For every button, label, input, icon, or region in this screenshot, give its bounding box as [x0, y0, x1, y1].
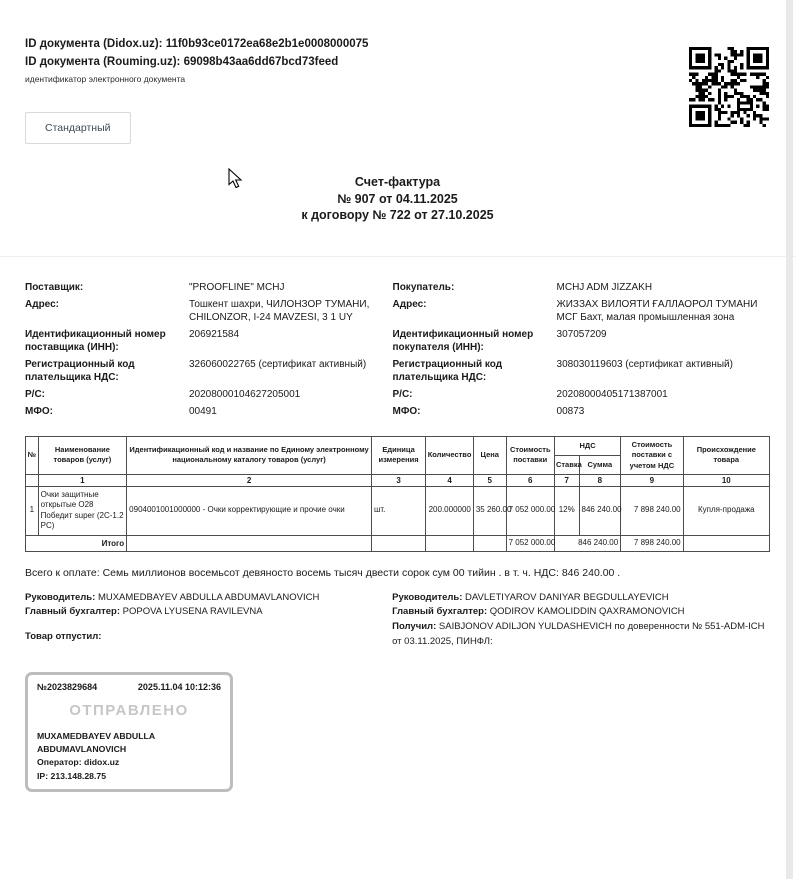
buyer-mfo-label: МФО: [392, 406, 421, 418]
item-origin: Купля-продажа [683, 486, 769, 535]
supplier-vat-code-label: Регистрационный код плательщика НДС: [25, 359, 135, 384]
col-vat-header: НДС [554, 437, 620, 456]
qr-code-icon [689, 47, 769, 127]
supplier-account-label: Р/С: [25, 389, 45, 401]
buyer-value: MCHJ ADM JIZZAKH [556, 282, 653, 294]
buyer-vat-code-label: Регистрационный код плательщика НДС: [392, 359, 503, 384]
items-table [25, 436, 770, 551]
col-origin-header: Происхождение товара [683, 437, 769, 474]
item-unit: шт. [371, 486, 425, 535]
buyer-account-value: 20208000405171387001 [556, 389, 668, 401]
buyer-account-label: Р/С: [392, 389, 413, 401]
table-row [26, 486, 770, 535]
supplier-accountant-line: Главный бухгалтер: POPOVA LYUSENA RAVILEVNA [25, 606, 263, 618]
total-in-words: Всего к оплате: Семь миллионов восемьсот девяносто восемь тысяч двести сорок сум 00 тийин . в т. ч. НДС: 846 240.00 . [25, 566, 621, 579]
supplier-mfo-label: МФО: [25, 406, 53, 418]
buyer-info [393, 281, 770, 418]
item-vat-rate: 12% [554, 486, 579, 535]
buyer-mfo-value: 00873 [556, 406, 585, 418]
didox-document-id: ID документа (Didox.uz): 11f0b93ce0172ea68e2b1e0008000075 [25, 38, 369, 50]
sent-stamp [25, 672, 233, 793]
col-qty-header: Количество [426, 437, 474, 474]
supplier-info [25, 281, 385, 418]
supplier-account-value: 20208000104627205001 [189, 389, 301, 401]
invoice-title [25, 174, 770, 225]
supplier-label: Поставщик: [25, 282, 84, 294]
item-no: 1 [26, 486, 39, 535]
buyer-vat-code-value: 308030119603 (сертификат активный) [556, 359, 733, 371]
col-unit-header: Единица измерения [371, 437, 425, 474]
invoice-number-line: № 907 от 04.11.2025 [337, 191, 458, 206]
buyer-label: Покупатель: [392, 282, 455, 294]
supplier-inn-value: 206921584 [189, 329, 240, 341]
table-header-row [26, 437, 770, 456]
total-label: Итого [26, 535, 127, 551]
col-cost-header: Стоимость поставки [506, 437, 554, 474]
col-name-header: Наименование товаров (услуг) [38, 437, 127, 474]
item-vat-sum: 846 240.00 [579, 486, 621, 535]
supplier-director-line: Руководитель: MUXAMEDBAYEV ABDULLA ABDUMAVLANOVICH [25, 591, 320, 603]
buyer-inn-value: 307057209 [556, 329, 607, 341]
item-qty: 200.000000 [426, 486, 474, 535]
col-vat-rate-header: Ставка [554, 455, 579, 474]
stamp-datetime: 2025.11.04 10:12:36 [137, 681, 221, 692]
supplier-inn-label: Идентификационный номер поставщика (ИНН): [25, 329, 166, 354]
supplier-address-value: Тошкент шахри, ЧИЛОНЗОР ТУМАНИ, CHILONZOR, I-24 MAVZESI, 3 1 UY [189, 299, 370, 324]
col-no-header: № [26, 437, 39, 474]
buyer-inn-label: Идентификационный номер покупателя (ИНН): [392, 329, 534, 354]
item-cost: 7 052 000.00 [506, 486, 554, 535]
total-cost-with-vat: 7 898 240.00 [621, 535, 683, 551]
buyer-address-label: Адрес: [392, 299, 427, 311]
document-id-subtitle: идентификатор электронного документа [25, 73, 186, 84]
section-divider [0, 256, 796, 257]
stamp-ip: IP: 213.148.28.75 [37, 770, 107, 781]
stamp-signer: MUXAMEDBAYEV ABDULLA ABDUMAVLANOVICH [37, 730, 155, 754]
mouse-cursor-icon [228, 168, 242, 189]
supplier-mfo-value: 00491 [189, 406, 217, 418]
vertical-scrollbar[interactable] [786, 0, 793, 879]
stamp-number: №2023829684 [37, 681, 98, 692]
supplier-vat-code-value: 326060022765 (сертификат активный) [189, 359, 367, 371]
goods-released-label: Товар отпустил: [25, 631, 102, 643]
item-cost-with-vat: 7 898 240.00 [621, 486, 683, 535]
total-cost: 7 052 000.00 [506, 535, 554, 551]
col-code-header: Идентификационный код и название по Единому электронному национальному каталогу товаров (услуг) [127, 437, 372, 474]
item-price: 35 260.00 [473, 486, 506, 535]
buyer-accountant-line: Главный бухгалтер: QODIROV KAMOLIDDIN QAXRAMONOVICH [392, 606, 685, 618]
col-cost-with-vat-header: Стоимость поставки с учетом НДС [621, 437, 683, 474]
table-number-row: 1 2 3 4 5 6 7 8 9 10 [26, 474, 770, 486]
status-badge: ОТПРАВЛЕНО [69, 701, 189, 719]
buyer-address-value: ЖИЗЗАХ ВИЛОЯТИ ҒАЛЛАОРОЛ ТУМАНИ МСГ Бахт, малая промышленная зона [556, 299, 758, 324]
buyer-received-line: Получил: SAIBJONOV ADILJON YULDASHEVICH по доверенности № 551-ADM-ICH от 03.11.2025, ПИНФЛ: [392, 621, 765, 647]
stamp-operator: Оператор: didox.uz [37, 757, 120, 768]
supplier-address-label: Адрес: [25, 299, 59, 311]
supplier-signatures [25, 591, 384, 650]
invoice-contract-line: к договору № 722 от 27.10.2025 [301, 208, 494, 223]
total-vat-sum: 846 240.00 [554, 535, 620, 551]
item-name: Очки защитные открытые O28 Победит super (2С-1.2 PC) [38, 486, 127, 535]
buyer-signatures [392, 591, 770, 650]
signatures-section [25, 591, 770, 650]
invoice-title-line1: Счет-фактура [354, 174, 441, 189]
rouming-document-id: ID документа (Rouming.uz): 69098b43aa6dd67bcd73feed [25, 55, 339, 68]
supplier-value: "PROOFLINE" MCHJ [189, 282, 285, 294]
parties-section [25, 281, 770, 418]
col-vat-sum-header: Сумма [579, 455, 621, 474]
table-total-row [26, 535, 770, 551]
buyer-director-line: Руководитель: DAVLETIYAROV DANIYAR BEGDULLAYEVICH [392, 591, 669, 603]
item-code: 0904001001000000 - Очки корректирующие и прочие очки [127, 486, 372, 535]
col-price-header: Цена [473, 437, 506, 474]
template-standard-button[interactable]: Стандартный [25, 112, 131, 144]
